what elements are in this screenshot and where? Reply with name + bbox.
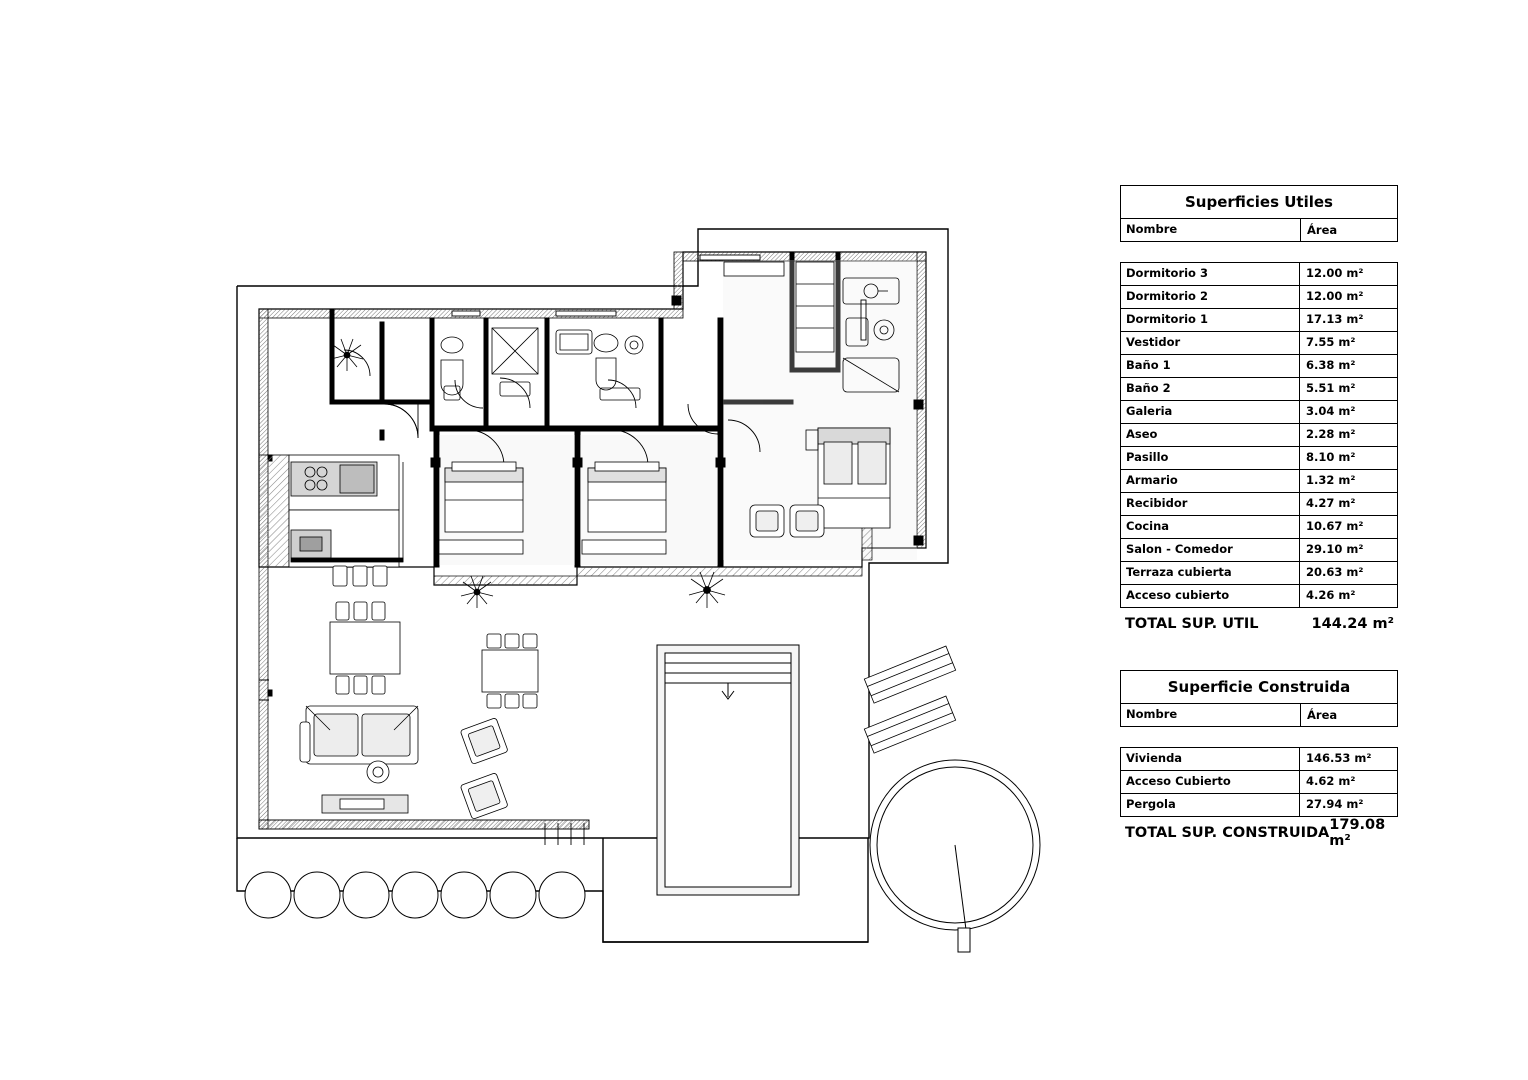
table-row bbox=[1120, 516, 1398, 539]
construida-total-row bbox=[1120, 819, 1398, 847]
superficie-construida-table bbox=[1120, 670, 1398, 847]
tree bbox=[870, 760, 1040, 952]
table-row bbox=[1120, 470, 1398, 493]
row-name: Salon - Comedor bbox=[1120, 539, 1300, 561]
row-area: 17.13 m² bbox=[1300, 309, 1398, 331]
row-area: 5.51 m² bbox=[1300, 378, 1398, 400]
row-area: 4.62 m² bbox=[1300, 771, 1398, 793]
bathroom-2-fixtures bbox=[492, 328, 538, 396]
sun-loungers bbox=[864, 646, 955, 753]
utiles-total-value: 144.24 m² bbox=[1311, 616, 1394, 632]
row-area: 4.27 m² bbox=[1300, 493, 1398, 515]
utiles-table-title: Superficies Utiles bbox=[1120, 185, 1398, 218]
row-name: Acceso cubierto bbox=[1120, 585, 1300, 607]
outdoor-armchairs bbox=[460, 718, 508, 820]
outdoor-dining-set bbox=[482, 634, 538, 708]
bed-dormitorio-3 bbox=[445, 462, 523, 532]
row-area: 3.04 m² bbox=[1300, 401, 1398, 423]
construida-col-area: Área bbox=[1307, 708, 1338, 722]
table-row bbox=[1120, 401, 1398, 424]
row-name: Acceso Cubierto bbox=[1120, 771, 1300, 793]
row-area: 146.53 m² bbox=[1300, 748, 1398, 770]
row-area: 12.00 m² bbox=[1300, 263, 1398, 285]
table-row bbox=[1120, 263, 1398, 286]
aseo-fixtures bbox=[556, 330, 643, 400]
construida-col-nombre: Nombre bbox=[1121, 704, 1301, 726]
row-name: Baño 2 bbox=[1120, 378, 1300, 400]
row-area: 1.32 m² bbox=[1300, 470, 1398, 492]
row-name: Aseo bbox=[1120, 424, 1300, 446]
utiles-col-area: Área bbox=[1307, 223, 1338, 237]
table-row bbox=[1120, 562, 1398, 585]
construida-total-label: TOTAL SUP. CONSTRUIDA bbox=[1125, 825, 1330, 841]
table-row bbox=[1120, 493, 1398, 516]
kitchen-stools bbox=[333, 566, 387, 586]
table-row bbox=[1120, 332, 1398, 355]
row-area: 4.26 m² bbox=[1300, 585, 1398, 607]
living-room-sofa bbox=[300, 706, 418, 813]
row-name: Pergola bbox=[1120, 794, 1300, 816]
row-area: 8.10 m² bbox=[1300, 447, 1398, 469]
front-circles bbox=[245, 872, 585, 918]
row-name: Armario bbox=[1120, 470, 1300, 492]
dining-table bbox=[330, 602, 400, 694]
table-row bbox=[1120, 286, 1398, 309]
construida-table-title: Superficie Construida bbox=[1120, 670, 1398, 703]
row-name: Vivienda bbox=[1120, 748, 1300, 770]
construida-table-header bbox=[1120, 703, 1398, 727]
utiles-col-nombre: Nombre bbox=[1121, 219, 1301, 241]
construida-rows bbox=[1120, 747, 1398, 817]
table-row bbox=[1120, 539, 1398, 562]
row-name: Dormitorio 2 bbox=[1120, 286, 1300, 308]
row-name: Pasillo bbox=[1120, 447, 1300, 469]
row-name: Baño 1 bbox=[1120, 355, 1300, 377]
table-row bbox=[1120, 585, 1398, 608]
table-row bbox=[1120, 355, 1398, 378]
row-area: 6.38 m² bbox=[1300, 355, 1398, 377]
table-row bbox=[1120, 378, 1398, 401]
swimming-pool bbox=[657, 645, 799, 895]
row-area: 20.63 m² bbox=[1300, 562, 1398, 584]
table-row bbox=[1120, 309, 1398, 332]
row-name: Recibidor bbox=[1120, 493, 1300, 515]
utiles-total-label: TOTAL SUP. UTIL bbox=[1125, 616, 1259, 632]
row-name: Vestidor bbox=[1120, 332, 1300, 354]
row-area: 29.10 m² bbox=[1300, 539, 1398, 561]
bathroom-1-fixtures bbox=[441, 337, 463, 400]
table-row bbox=[1120, 748, 1398, 771]
row-name: Galeria bbox=[1120, 401, 1300, 423]
bed-dormitorio-2 bbox=[588, 462, 666, 532]
row-area: 7.55 m² bbox=[1300, 332, 1398, 354]
row-area: 12.00 m² bbox=[1300, 286, 1398, 308]
utiles-table-header bbox=[1120, 218, 1398, 242]
utiles-rows bbox=[1120, 262, 1398, 608]
table-row bbox=[1120, 447, 1398, 470]
table-row bbox=[1120, 794, 1398, 817]
row-name: Terraza cubierta bbox=[1120, 562, 1300, 584]
row-area: 10.67 m² bbox=[1300, 516, 1398, 538]
row-area: 27.94 m² bbox=[1300, 794, 1398, 816]
row-area: 2.28 m² bbox=[1300, 424, 1398, 446]
utiles-total-row bbox=[1120, 610, 1398, 638]
row-name: Dormitorio 3 bbox=[1120, 263, 1300, 285]
row-name: Cocina bbox=[1120, 516, 1300, 538]
construida-total-value: 179.08 m² bbox=[1329, 817, 1386, 849]
table-row bbox=[1120, 771, 1398, 794]
superficies-utiles-table bbox=[1120, 185, 1398, 638]
table-row bbox=[1120, 424, 1398, 447]
row-name: Dormitorio 1 bbox=[1120, 309, 1300, 331]
